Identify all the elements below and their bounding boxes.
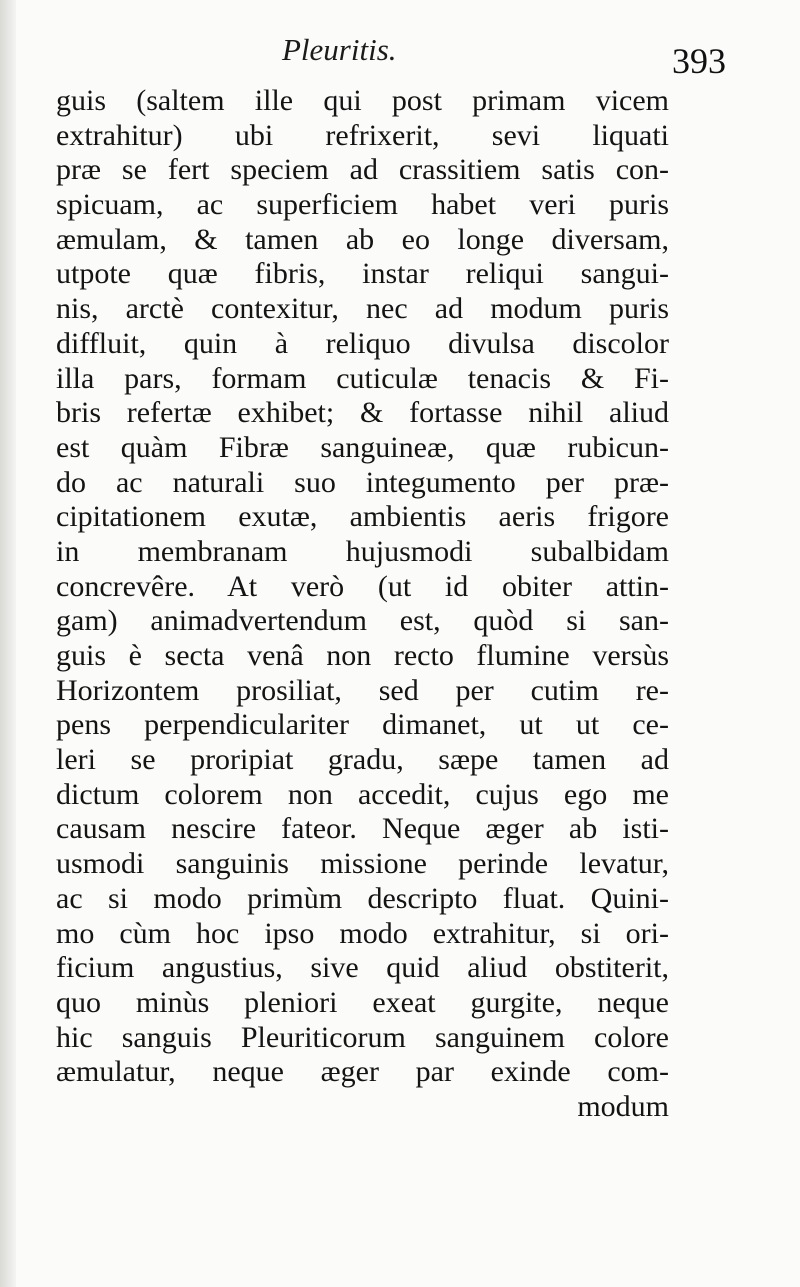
text-line: causam nescire fateor. Neque æger ab isti- [56,812,669,846]
text-line: bris refertæ exhibet; & fortasse nihil aliud [56,396,669,430]
text-line: usmodi sanguinis missione perinde levatur, [56,847,669,881]
text-line: hic sanguis Pleuriticorum sanguinem colore [56,1020,669,1054]
text-line: pens perpendiculariter dimanet, ut ut ce- [56,708,669,742]
text-line: extrahitur) ubi refrixerit, sevi liquati [56,118,669,152]
page-number: 393 [672,41,726,81]
body-text [56,84,669,1125]
text-line: do ac naturali suo integumento per præ- [56,465,669,499]
text-line: utpote quæ fibris, instar reliqui sangui- [56,257,669,291]
text-line: leri se proripiat gradu, sæpe tamen ad [56,743,669,777]
catchword-line: modum [577,1089,669,1123]
text-line: Horizontem prosiliat, sed per cutim re- [56,673,669,707]
text-line: quo minùs pleniori exeat gurgite, neque [56,985,669,1019]
text-line: nis, arctè contexitur, nec ad modum puris [56,292,669,326]
text-line: est quàm Fibræ sanguineæ, quæ rubicun- [56,430,669,464]
text-line: ficium angustius, sive quid aliud obstiterit, [56,951,669,985]
page-gutter-shadow [0,0,16,1287]
text-line: æmulatur, neque æger par exinde com- [56,1055,669,1089]
text-line: mo cùm hoc ipso modo extrahitur, si ori- [56,916,669,950]
text-line: æmulam, & tamen ab eo longe diversam, [56,222,669,256]
text-line: cipitationem exutæ, ambientis aeris frigore [56,500,669,534]
page-header [0,26,800,81]
text-line: guis è secta venâ non recto flumine versùs [56,639,669,672]
text-line: concrevêre. At verò (ut id obiter attin- [56,569,669,603]
text-line: diffluit, quin à reliquo divulsa discolor [56,326,669,360]
running-head: Pleuritis. [282,32,397,67]
text-line: illa pars, formam cuticulæ tenacis & Fi- [56,361,669,395]
text-line: spicuam, ac superficiem habet veri puris [56,188,669,222]
text-line: guis (saltem ille qui post primam vicem [56,84,669,117]
text-line: præ se fert speciem ad crassitiem satis con- [56,153,669,187]
text-line: ac si modo primùm descripto fluat. Quini- [56,881,669,915]
text-line: dictum colorem non accedit, cujus ego me [56,777,669,811]
text-line: gam) animadvertendum est, quòd si san- [56,604,669,638]
text-line: in membranam hujusmodi subalbidam [56,534,669,568]
